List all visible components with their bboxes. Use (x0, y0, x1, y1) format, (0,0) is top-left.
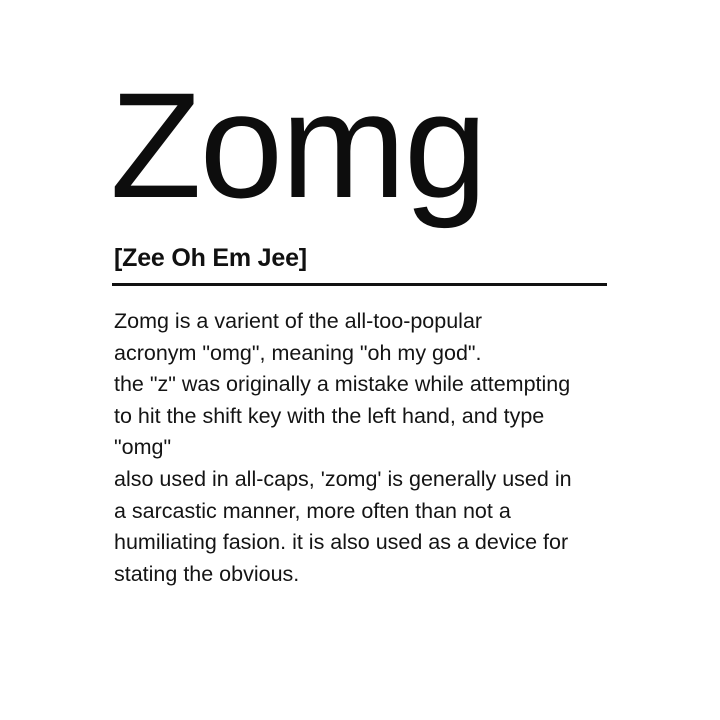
definition-line: acronym "omg", meaning "oh my god". (114, 340, 482, 365)
pronunciation-text: [Zee Oh Em Jee] (114, 244, 307, 272)
definition-line: stating the obvious. (114, 561, 300, 586)
definition-line: a sarcastic manner, more often than not a (114, 498, 511, 523)
definition-line: "omg" (114, 435, 172, 460)
horizontal-divider (112, 283, 607, 286)
definition-line: humiliating fasion. it is also used as a device for (114, 530, 569, 555)
definition-line: to hit the shift key with the left hand, and type (114, 403, 545, 428)
definition-body (114, 306, 634, 590)
definition-line: also used in all-caps, 'zomg' is generally used in (114, 466, 572, 491)
definition-line: the "z" was originally a mistake while attempting (114, 372, 571, 397)
headword-title: Zomg (110, 61, 486, 229)
definition-line: Zomg is a varient of the all-too-popular (114, 309, 483, 333)
